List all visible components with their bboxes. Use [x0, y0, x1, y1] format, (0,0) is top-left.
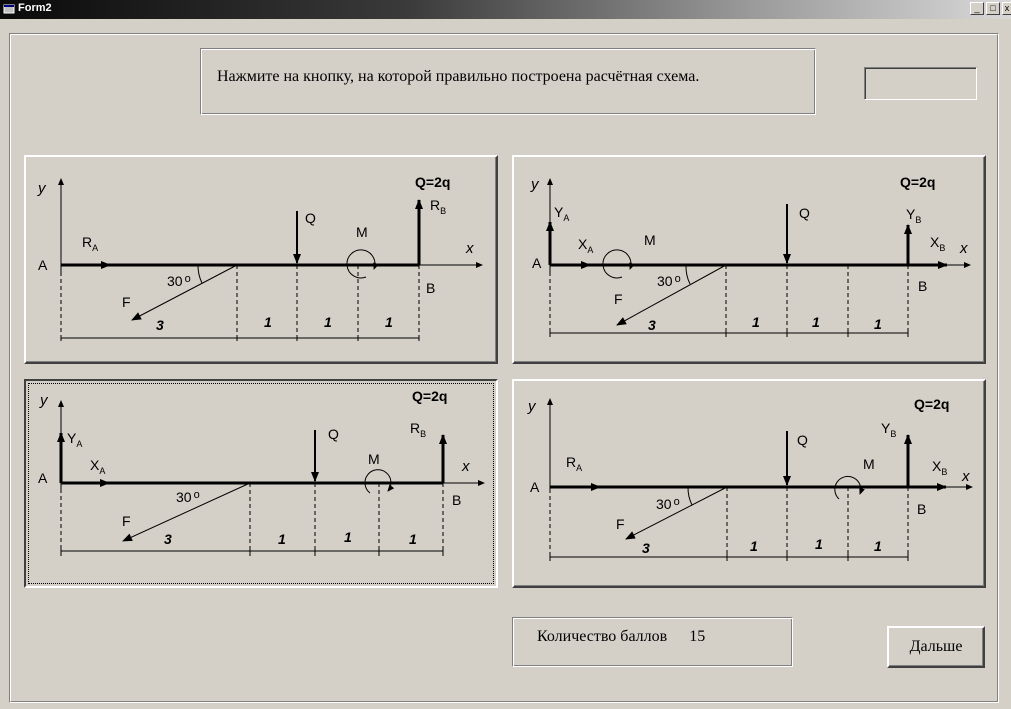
point-a-label: A — [38, 470, 48, 486]
dim-1b: 1 — [812, 314, 820, 330]
yb-label: $Y_B$ — [906, 206, 922, 225]
y-axis-label: y — [40, 392, 48, 409]
point-a-label: A — [38, 257, 48, 273]
score-panel — [512, 617, 793, 667]
diagram-button-2[interactable] — [512, 155, 986, 364]
point-b-label: B — [426, 280, 436, 296]
f-label: F — [122, 294, 131, 310]
close-button[interactable]: x — [1002, 2, 1011, 15]
title-bar — [0, 0, 1011, 19]
point-b-label: B — [452, 492, 462, 508]
dim-3: 3 — [164, 531, 172, 547]
dim-3: 3 — [642, 540, 650, 556]
diagram-button-3[interactable] — [24, 379, 498, 588]
app-icon — [3, 3, 15, 15]
q-label: Q — [328, 426, 339, 442]
point-b-label: B — [918, 278, 928, 294]
xb-label: $X_B$ — [932, 458, 948, 477]
xa-label: $X_A$ — [578, 236, 594, 255]
score-value: 15 — [689, 628, 706, 645]
y-axis-label: y — [531, 176, 539, 193]
q-label: Q — [305, 210, 316, 226]
dimension-guides — [550, 265, 908, 337]
x-axis-label: x — [960, 240, 968, 257]
dim-1a: 1 — [278, 531, 286, 547]
minimize-button[interactable]: _ — [970, 2, 984, 15]
x-axis-label: x — [462, 458, 470, 475]
q-label: Q — [799, 205, 810, 221]
dim-1b: 1 — [815, 536, 823, 552]
xa-label: $X_A$ — [90, 457, 106, 476]
rb-label: $R_B$ — [430, 197, 447, 216]
ra-label: $R_A$ — [82, 234, 99, 253]
f-label: F — [616, 516, 625, 532]
dim-1a: 1 — [752, 314, 760, 330]
dimension-guides — [550, 487, 908, 561]
f-label: F — [122, 513, 131, 529]
q-label: Q — [797, 432, 808, 448]
dim-3: 3 — [648, 317, 656, 333]
ya-label: $Y_A$ — [554, 204, 570, 223]
q-load-label: Q=2q — [914, 396, 950, 412]
angle-label: 30 $^o$ — [656, 496, 680, 512]
dim-1c: 1 — [385, 314, 393, 330]
dim-1c: 1 — [874, 316, 882, 332]
x-axis-label: x — [466, 240, 474, 257]
dim-3: 3 — [156, 317, 164, 333]
restore-button[interactable]: □ — [986, 2, 1000, 15]
dimension-guides — [61, 483, 443, 556]
answer-textbox[interactable] — [864, 67, 977, 100]
x-axis-label: x — [962, 468, 970, 485]
f-label: F — [614, 291, 623, 307]
dim-1a: 1 — [264, 314, 272, 330]
window-title: Form2 — [18, 2, 52, 14]
dim-1c: 1 — [409, 531, 417, 547]
dim-1c: 1 — [874, 538, 882, 554]
diagram-3-figure — [26, 381, 500, 590]
force-f — [123, 483, 250, 541]
point-a-label: A — [530, 479, 540, 495]
ra-label: $R_A$ — [566, 454, 583, 473]
ya-label: $Y_A$ — [67, 430, 83, 449]
q-load-label: Q=2q — [412, 388, 448, 404]
moment-m — [365, 470, 391, 493]
diagram-2-figure — [514, 157, 988, 366]
next-button[interactable]: Дальше — [887, 626, 985, 668]
form-frame — [9, 33, 999, 703]
yb-label: $Y_B$ — [881, 420, 897, 439]
point-a-label: A — [532, 255, 542, 271]
diagram-4-figure — [514, 381, 988, 590]
diagram-button-4[interactable] — [512, 379, 986, 588]
instruction-label: Нажмите на кнопку, на которой правильно построена расчётная схема. — [200, 48, 816, 115]
dimension-guides — [61, 265, 419, 342]
q-load-label: Q=2q — [900, 174, 936, 190]
point-b-label: B — [917, 501, 927, 517]
q-load-label: Q=2q — [415, 174, 451, 190]
rb-label: $R_B$ — [410, 420, 427, 439]
angle-label: 30 $^o$ — [657, 273, 681, 289]
diagram-1-figure — [26, 157, 500, 366]
angle-arc — [198, 265, 202, 283]
angle-label: 30 $^o$ — [167, 273, 191, 289]
m-label: M — [356, 224, 368, 240]
m-label: M — [644, 232, 656, 248]
angle-arc — [688, 487, 692, 505]
dim-1a: 1 — [750, 538, 758, 554]
y-axis-label: y — [528, 398, 536, 415]
m-label: M — [368, 451, 380, 467]
score-label: Количество баллов — [537, 628, 668, 645]
xb-label: $X_B$ — [930, 234, 946, 253]
m-label: M — [863, 456, 875, 472]
angle-arc — [686, 265, 690, 284]
dim-1b: 1 — [324, 314, 332, 330]
force-f — [626, 487, 727, 539]
angle-label: 30 $^o$ — [176, 489, 200, 505]
diagram-button-1[interactable] — [24, 155, 498, 364]
dim-1b: 1 — [344, 529, 352, 545]
y-axis-label: y — [38, 180, 46, 197]
